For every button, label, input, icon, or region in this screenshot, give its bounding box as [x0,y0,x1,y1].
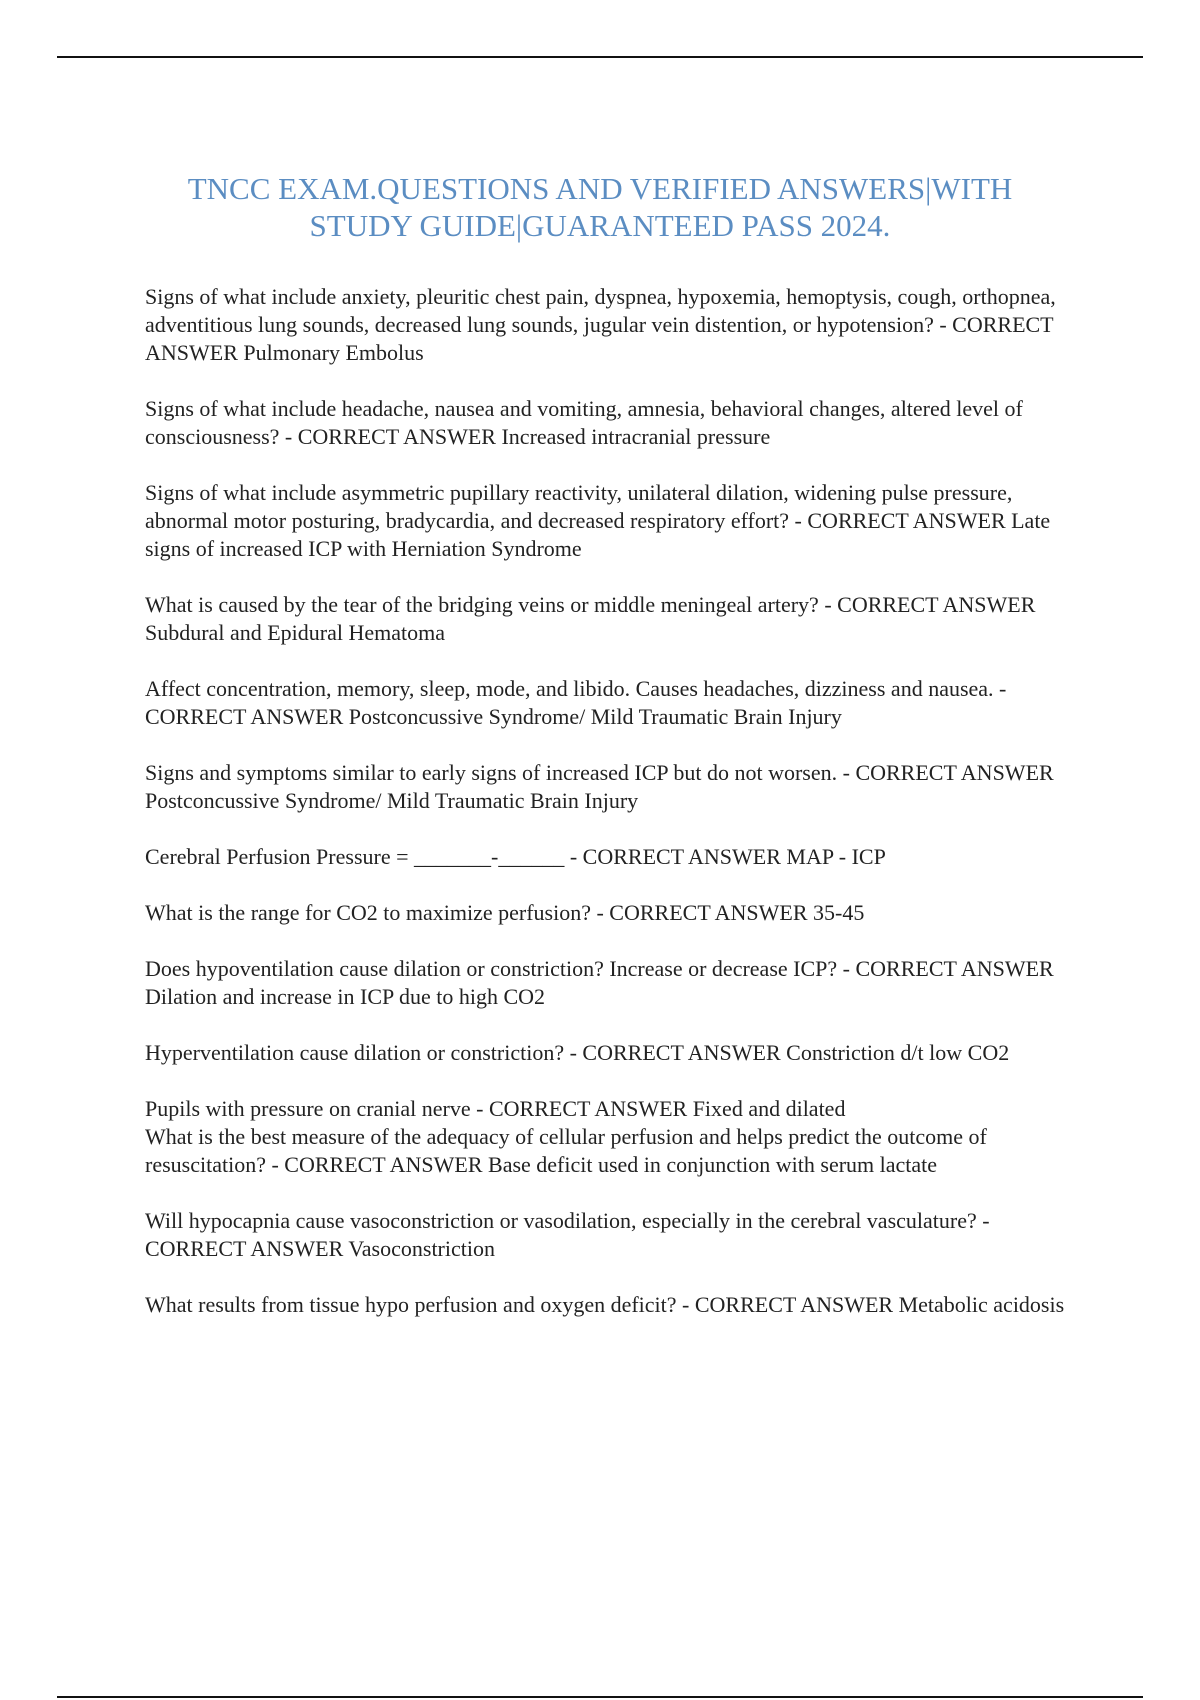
document-body [145,283,1090,1347]
qa-item: Pupils with pressure on cranial nerve - CORRECT ANSWER Fixed and dilated [145,1096,846,1121]
qa-item: What results from tissue hypo perfusion and oxygen deficit? - CORRECT ANSWER Metabolic acidosis [145,1292,1065,1317]
qa-item: Signs and symptoms similar to early signs of increased ICP but do not worsen. - CORRECT ANSWER Postconcussive Syndrome/ Mild Traumatic Brain Injury [145,760,1054,813]
qa-item: Does hypoventilation cause dilation or constriction? Increase or decrease ICP? - CORRECT ANSWER Dilation and increase in ICP due to high CO2 [145,956,1054,1009]
document-title: TNCC EXAM.QUESTIONS AND VERIFIED ANSWERS|WITH STUDY GUIDE|GUARANTEED PASS 2024. [187,171,1013,243]
qa-item: What is the range for CO2 to maximize perfusion? - CORRECT ANSWER 35-45 [145,900,865,925]
qa-item: Cerebral Perfusion Pressure = _______-______ - CORRECT ANSWER MAP - ICP [145,844,886,869]
footer-rule [57,1696,1143,1698]
header-rule [57,56,1143,58]
qa-item: What is the best measure of the adequacy of cellular perfusion and helps predict the outcome of resuscitation? - CORRECT ANSWER Base deficit used in conjunction with serum lactate [145,1124,987,1177]
qa-item: Signs of what include headache, nausea and vomiting, amnesia, behavioral changes, altered level of consciousness? - CORRECT ANSWER Increased intracranial pressure [145,396,1023,449]
qa-item: What is caused by the tear of the bridging veins or middle meningeal artery? - CORRECT ANSWER Subdural and Epidural Hematoma [145,592,1036,645]
qa-item: Affect concentration, memory, sleep, mode, and libido. Causes headaches, dizziness and nausea. - CORRECT ANSWER Postconcussive Syndrome/ Mild Traumatic Brain Injury [145,676,1007,729]
qa-item: Signs of what include asymmetric pupillary reactivity, unilateral dilation, widening pulse pressure, abnormal motor posturing, bradycardia, and decreased respiratory effort? - CORRECT ANSWER Late signs of increased ICP with Herniation Syndrome [145,480,1051,561]
qa-item: Hyperventilation cause dilation or constriction? - CORRECT ANSWER Constriction d/t low CO2 [145,1040,1010,1065]
qa-item: Signs of what include anxiety, pleuritic chest pain, dyspnea, hypoxemia, hemoptysis, cough, orthopnea, adventitious lung sounds, decreased lung sounds, jugular vein distention, or hypotension? - CORRECT ANSWER Pulmonary Embolus [145,284,1056,365]
qa-item: Will hypocapnia cause vasoconstriction or vasodilation, especially in the cerebral vasculature? - CORRECT ANSWER Vasoconstriction [145,1208,990,1261]
